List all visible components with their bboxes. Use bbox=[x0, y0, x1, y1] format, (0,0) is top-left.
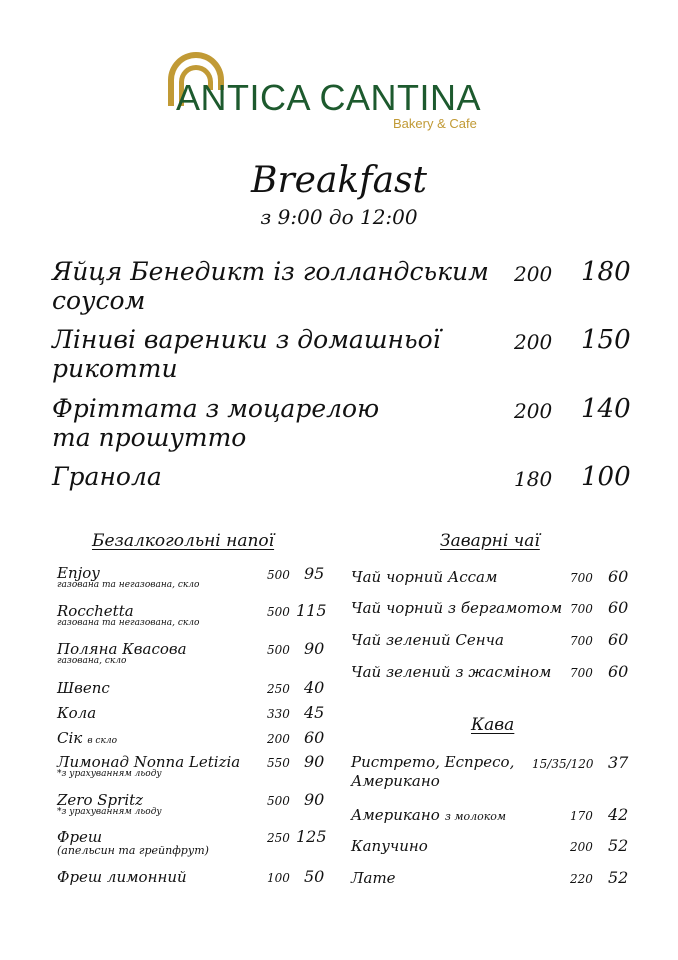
list-item bbox=[57, 639, 187, 666]
breakfast-item bbox=[52, 394, 379, 452]
breakfast-item-name-cont: соусом bbox=[52, 286, 146, 315]
drink-name: Фреш bbox=[57, 828, 103, 846]
breakfast-item-price: 140 bbox=[581, 394, 631, 424]
drink-price: 90 bbox=[304, 639, 325, 658]
coffee-name: Американо bbox=[351, 806, 440, 824]
drink-name: Сік bbox=[57, 729, 83, 747]
drink-name: Поляна Квасова bbox=[57, 640, 187, 658]
drink-price: 40 bbox=[304, 678, 325, 697]
breakfast-item-name: Ліниві вареники з домашньої bbox=[52, 325, 441, 354]
list-item bbox=[57, 601, 199, 628]
drink-name: Фреш лимонний bbox=[57, 868, 187, 886]
drink-price: 90 bbox=[304, 790, 325, 809]
list-item bbox=[57, 790, 162, 817]
drink-weight: 330 bbox=[267, 707, 290, 721]
breakfast-item-weight: 180 bbox=[514, 467, 553, 491]
breakfast-item-name: Гранола bbox=[52, 462, 162, 491]
list-item bbox=[351, 662, 551, 681]
drink-weight: 500 bbox=[267, 568, 290, 582]
coffee-name: Капучино bbox=[351, 837, 428, 855]
list-item bbox=[351, 805, 506, 824]
drink-note: в склo bbox=[87, 736, 117, 746]
list-item bbox=[57, 728, 117, 747]
drink-note: газована, скло bbox=[57, 656, 127, 666]
list-item bbox=[57, 827, 209, 857]
soft-drinks-title: Безалкогольні напої bbox=[92, 531, 275, 551]
drink-name: Швепс bbox=[57, 679, 110, 697]
drink-weight: 100 bbox=[267, 871, 290, 885]
breakfast-item-price: 150 bbox=[581, 325, 631, 355]
drink-weight: 500 bbox=[267, 605, 290, 619]
tea-price: 60 bbox=[608, 598, 629, 617]
drink-price: 45 bbox=[304, 703, 325, 722]
drink-weight: 500 bbox=[267, 794, 290, 808]
drink-note: газована та негазована, скло bbox=[57, 618, 200, 628]
coffee-price: 42 bbox=[608, 805, 629, 824]
drink-note: (апельсин та грейпфрут) bbox=[57, 844, 209, 857]
breakfast-item-price: 180 bbox=[581, 257, 631, 287]
list-item bbox=[57, 867, 187, 886]
drink-price: 95 bbox=[304, 564, 325, 583]
list-item bbox=[57, 678, 110, 697]
breakfast-item-weight: 200 bbox=[514, 399, 553, 423]
tea-weight: 700 bbox=[570, 602, 593, 616]
drink-note: *з урахуванням льоду bbox=[57, 807, 162, 817]
tea-name: Чай чорний Ассам bbox=[351, 568, 498, 586]
list-item bbox=[351, 868, 396, 887]
coffee-price: 52 bbox=[608, 868, 629, 887]
tea-price: 60 bbox=[608, 630, 629, 649]
coffee-price: 52 bbox=[608, 836, 629, 855]
list-item bbox=[351, 630, 504, 649]
brand-logo bbox=[166, 50, 506, 140]
breakfast-item-name: Яйця Бенедикт із голландським bbox=[52, 257, 489, 286]
coffee-weight: 220 bbox=[570, 872, 593, 886]
breakfast-item bbox=[52, 462, 162, 491]
coffee-weight: 200 bbox=[570, 840, 593, 854]
tea-name: Чай зелений Сенча bbox=[351, 631, 504, 649]
drink-price: 90 bbox=[304, 752, 325, 771]
tea-name: Чай чорний з бергамотом bbox=[351, 599, 563, 617]
coffee-name: Лате bbox=[351, 869, 396, 887]
coffee-weight: 170 bbox=[570, 809, 593, 823]
tea-weight: 700 bbox=[570, 634, 593, 648]
tea-name: Чай зелений з жасміном bbox=[351, 663, 552, 681]
breakfast-item-name: Фріттата з моцарелою bbox=[52, 394, 380, 423]
breakfast-item bbox=[52, 257, 489, 315]
breakfast-item-weight: 200 bbox=[514, 330, 553, 354]
drink-weight: 250 bbox=[267, 831, 290, 845]
coffee-name-cont: Американо bbox=[351, 772, 440, 790]
coffee-name-suffix: з молоком bbox=[444, 810, 507, 823]
drink-price: 115 bbox=[296, 601, 327, 620]
drink-weight: 200 bbox=[267, 732, 290, 746]
breakfast-item-weight: 200 bbox=[514, 262, 553, 286]
tea-weight: 700 bbox=[570, 666, 593, 680]
drink-name: Enjoy bbox=[57, 564, 100, 582]
teas-title: Заварні чаї bbox=[440, 531, 540, 551]
breakfast-item-name-cont: рикотти bbox=[52, 354, 178, 383]
coffee-name: Ристрето, Еспресо, bbox=[351, 753, 515, 771]
drink-name: Zero Spritz bbox=[57, 791, 144, 809]
list-item bbox=[351, 836, 428, 855]
drink-price: 125 bbox=[296, 827, 327, 846]
brand-tagline: Bakery & Cafe bbox=[393, 116, 477, 131]
drink-weight: 500 bbox=[267, 643, 290, 657]
list-item bbox=[57, 752, 240, 779]
list-item bbox=[351, 598, 562, 617]
breakfast-item-name-cont: та прошутто bbox=[52, 423, 247, 452]
drink-name: Rocchetta bbox=[57, 602, 134, 620]
breakfast-hours: з 9:00 до 12:00 bbox=[260, 205, 418, 229]
list-item bbox=[351, 567, 497, 586]
breakfast-item-price: 100 bbox=[581, 462, 631, 492]
drink-weight: 550 bbox=[267, 756, 290, 770]
tea-price: 60 bbox=[608, 662, 629, 681]
drink-name: Лимонад Nonna Letizia bbox=[57, 753, 241, 771]
drink-price: 50 bbox=[304, 867, 325, 886]
tea-price: 60 bbox=[608, 567, 629, 586]
drink-name: Кола bbox=[57, 704, 97, 722]
list-item bbox=[57, 703, 96, 722]
breakfast-title: Breakfast bbox=[251, 160, 427, 201]
coffee-title: Кава bbox=[471, 715, 515, 735]
coffee-weight: 15/35/120 bbox=[532, 757, 594, 771]
list-item bbox=[57, 563, 199, 590]
drink-note: газована та негазована, скло bbox=[57, 580, 200, 590]
drink-price: 60 bbox=[304, 728, 325, 747]
breakfast-item bbox=[52, 325, 441, 383]
tea-weight: 700 bbox=[570, 571, 593, 585]
list-item bbox=[351, 753, 514, 791]
drink-weight: 250 bbox=[267, 682, 290, 696]
coffee-price: 37 bbox=[608, 753, 629, 772]
drink-note: *з урахуванням льоду bbox=[57, 769, 162, 779]
brand-name: ANTICA CANTINA bbox=[176, 77, 482, 118]
